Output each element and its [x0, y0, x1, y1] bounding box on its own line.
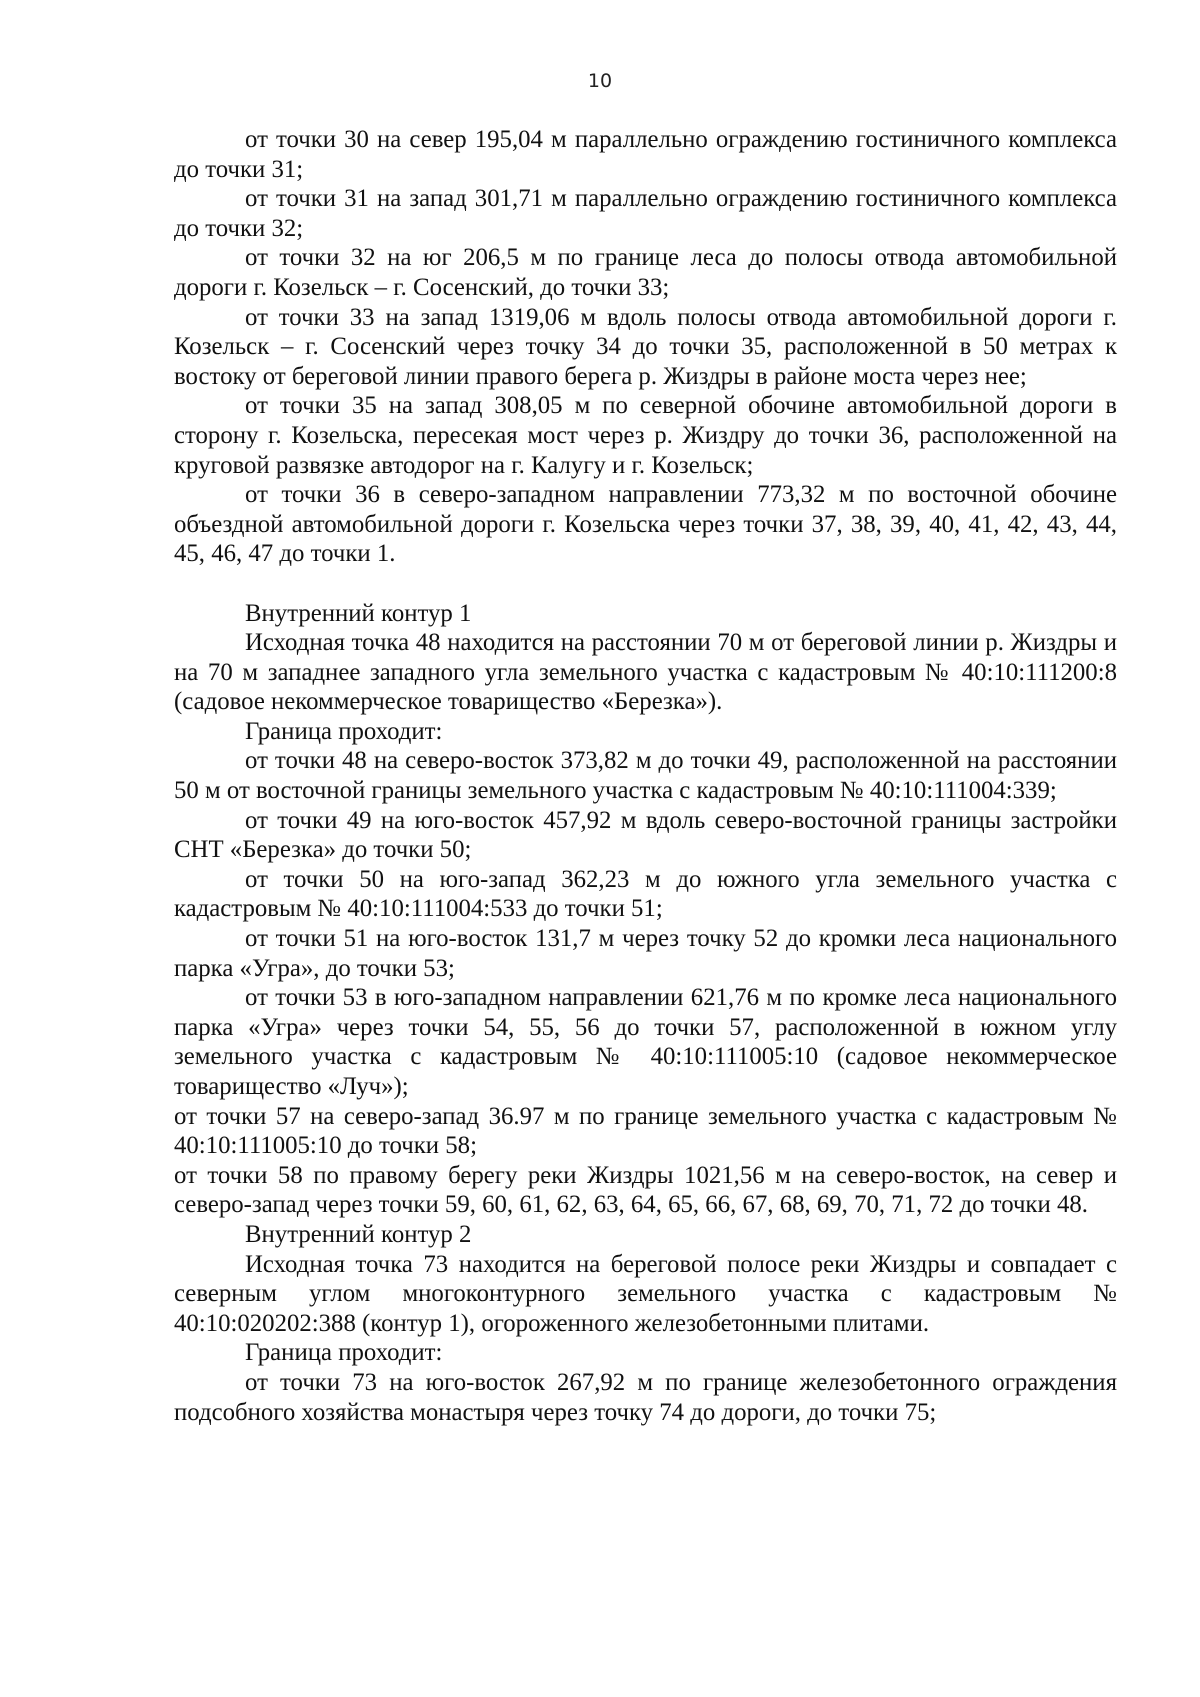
outer-segment-33: от точки 33 на запад 1319,06 м вдоль полосы отвода автомобильной дороги г. Козельск – г. Сосенский через точку 34 до точки 35, расположенной в 50 метрах к востоку от береговой линии правого берега р. Жиздры в районе моста через нее;	[174, 303, 1117, 390]
inner-contour-1-heading: Внутренний контур 1	[245, 599, 472, 627]
outer-segment-30: от точки 30 на север 195,04 м параллельно ограждению гостиничного комплекса до точки 31;	[174, 126, 1117, 183]
inner1-segment-58: от точки 58 по правому берегу реки Жиздры 1021,56 м на северо-восток, на север и северо-запад через точки 59, 60, 61, 62, 63, 64, 65, 66, 67, 68, 69, 70, 71, 72 до точки 48.	[174, 1161, 1117, 1219]
inner1-segment-53: от точки 53 в юго-западном направлении 621,76 м по кромке леса национального парка «Угра» через точки 54, 55, 56 до точки 57, расположенной в южном углу земельного участка с кадастровым № 40:10:111005:10 (садовое некоммерческое товарищество «Луч»);	[174, 984, 1117, 1100]
inner-contour-2-boundary-label: Граница проходит:	[245, 1339, 443, 1367]
outer-segment-35: от точки 35 на запад 308,05 м по северной обочине автомобильной дороги в сторону г. Козельска, пересекая мост через р. Жиздру до точки 36, расположенной на круговой развязке автодорог на г. Калугу и г. Козельск;	[174, 392, 1117, 479]
outer-segment-36: от точки 36 в северо-западном направлении 773,32 м по восточной обочине объездной автомобильной дороги г. Козельска через точки 37, 38, 39, 40, 41, 42, 43, 44, 45, 46, 47 до точки 1.	[174, 481, 1117, 568]
inner1-segment-49: от точки 49 на юго-восток 457,92 м вдоль северо-восточной границы застройки СНТ «Березка» до точки 50;	[174, 806, 1117, 864]
inner1-segment-57: от точки 57 на северо-запад 36.97 м по границе земельного участка с кадастровым № 40:10:111005:10 до точки 58;	[174, 1102, 1117, 1160]
inner2-segment-73: от точки 73 на юго-восток 267,92 м по границе железобетонного ограждения подсобного хозяйства монастыря через точку 74 до дороги, до точки 75;	[174, 1368, 1117, 1426]
inner-contour-2-origin: Исходная точка 73 находится на береговой полосе реки Жиздры и совпадает с северным углом многоконтурного земельного участка с кадастровым № 40:10:020202:388 (контур 1), огороженного железобетонными плитами.	[174, 1250, 1117, 1337]
inner1-segment-51: от точки 51 на юго-восток 131,7 м через точку 52 до кромки леса национального парка «Угра», до точки 53;	[174, 925, 1117, 982]
inner1-segment-50: от точки 50 на юго-запад 362,23 м до южного угла земельного участка с кадастровым № 40:10:111004:533 до точки 51;	[174, 865, 1117, 923]
inner-contour-1-origin: Исходная точка 48 находится на расстоянии 70 м от береговой линии р. Жиздры и на 70 м западнее западного угла земельного участка с кадастровым № 40:10:111200:8 (садовое некоммерческое товарищество «Березка»).	[174, 629, 1117, 716]
outer-segment-31: от точки 31 на запад 301,71 м параллельно ограждению гостиничного комплекса до точки 32;	[174, 185, 1117, 242]
document-body	[174, 125, 1117, 1427]
page-number: 10	[587, 70, 613, 92]
outer-segment-32: от точки 32 на юг 206,5 м по границе леса до полосы отвода автомобильной дороги г. Козельск – г. Сосенский, до точки 33;	[174, 244, 1117, 301]
inner1-segment-48: от точки 48 на северо-восток 373,82 м до точки 49, расположенной на расстоянии 50 м от восточной границы земельного участка с кадастровым № 40:10:111004:339;	[174, 747, 1117, 805]
inner-contour-2-heading: Внутренний контур 2	[245, 1220, 472, 1248]
inner-contour-1-boundary-label: Граница проходит:	[245, 717, 443, 745]
